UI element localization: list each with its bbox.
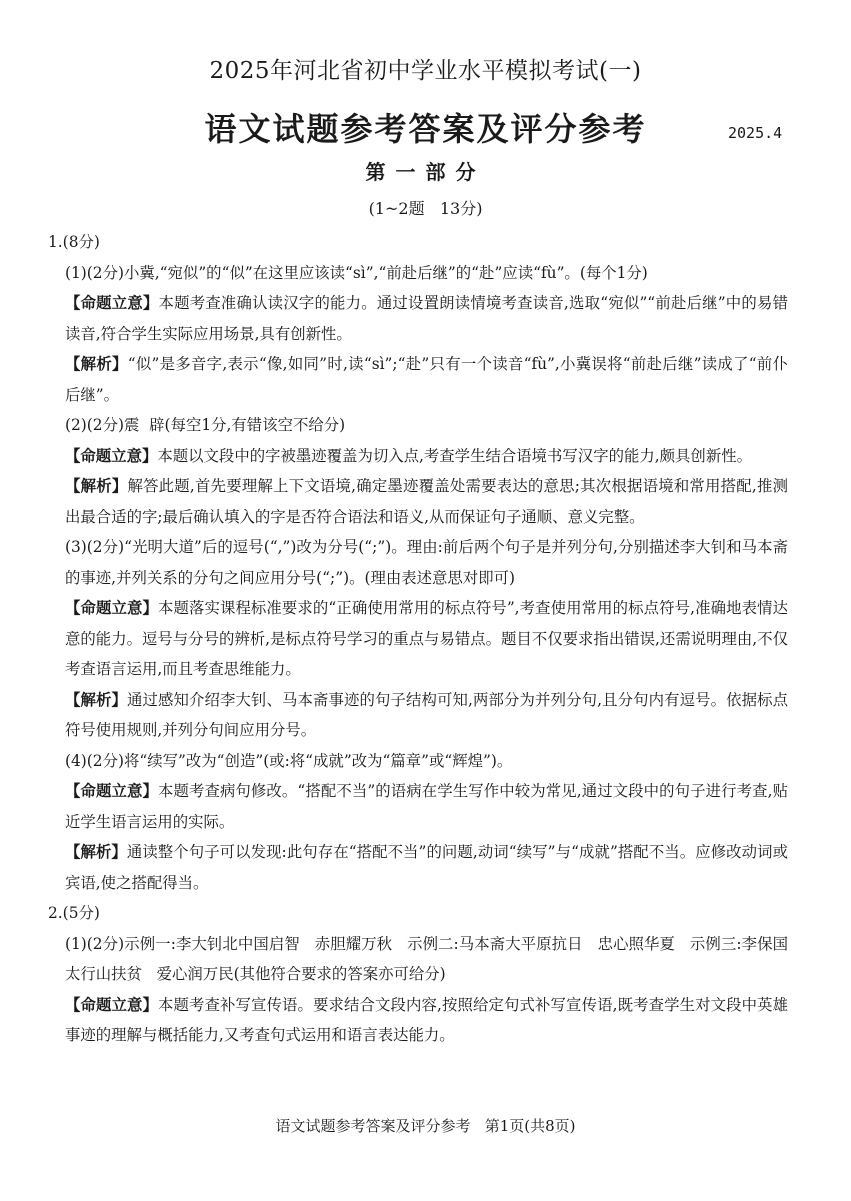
q1-sub4-answer: (4)(2分)将“续写”改为“创造”(或:将“成就”改为“篇章”或“辉煌”)。 — [65, 751, 513, 770]
q2-sub1-intent — [48, 990, 788, 1051]
q1-sub3-intent — [48, 593, 788, 685]
part-question-range: (1~2题 13分) — [368, 199, 483, 218]
exam-title: 2025年河北省初中学业水平模拟考试(一) — [209, 58, 642, 84]
q1-sub3-answer: (3)(2分)“光明大道”后的逗号(“,”)改为分号(“;”)。理由:前后两个句子是并列分句,分别描述李大钊和马本斋的事迹,并列关系的分句之间应用分号(“;”)。(理由表述意思对即可) — [65, 538, 788, 587]
q1-sub2-analysis — [48, 471, 788, 532]
question-1-label: 1.(8分) — [48, 233, 100, 251]
intent-text: 本题考查准确认读汉字的能力。通过设置朗读情境考查读音,选取“宛似”“前赴后继”中的易错读音,符合学生实际应用场景,具有创新性。 — [65, 294, 788, 343]
intent-text: 本题以文段中的字被墨迹覆盖为切入点,考查学生结合语境书写汉字的能力,颇具创新性。 — [157, 446, 752, 465]
page-title: 语文试题参考答案及评分参考 — [204, 110, 647, 148]
q1-sub3-analysis — [48, 685, 788, 746]
analysis-text: 解答此题,首先要理解上下文语境,确定墨迹覆盖处需要表达的意思;其次根据语境和常用搭配,推测出最合适的字;最后确认填入的字是否符合语法和语义,从而保证句子通顺、意义完整。 — [65, 477, 788, 526]
analysis-text: 通过感知介绍李大钊、马本斋事迹的句子结构可知,两部分为并列分句,且分句内有逗号。依据标点符号使用规则,并列分句间应用分号。 — [65, 690, 788, 739]
analysis-text: “似”是多音字,表示“像,如同”时,读“sì”;“赴”只有一个读音“fù”,小冀误将“前赴后继”读成了“前仆后继”。 — [65, 355, 788, 404]
intent-tag: 【命题立意】 — [65, 599, 158, 617]
issue-date: 2025.4 — [728, 124, 783, 142]
intent-tag: 【命题立意】 — [65, 446, 158, 465]
q1-sub1-intent — [48, 288, 788, 349]
analysis-text: 通读整个句子可以发现:此句存在“搭配不当”的问题,动词“续写”与“成就”搭配不当。应修改动词或宾语,使之搭配得当。 — [65, 843, 788, 892]
analysis-tag: 【解析】 — [65, 355, 128, 373]
intent-text: 本题考查补写宣传语。要求结合文段内容,按照给定句式补写宣传语,既考查学生对文段中英雄事迹的理解与概括能力,又考查句式运用和语言表达能力。 — [65, 995, 788, 1044]
intent-tag: 【命题立意】 — [65, 294, 159, 312]
analysis-tag: 【解析】 — [65, 843, 127, 861]
intent-text: 本题落实课程标准要求的“正确使用常用的标点符号”,考查使用常用的标点符号,准确地表情达意的能力。逗号与分号的辨析,是标点符号学习的重点与易错点。题目不仅要求指出错误,还需说明理由,不仅考查语言运用,而且考查思维能力。 — [65, 599, 788, 678]
q1-sub1-answer: (1)(2分)小冀,“宛似”的“似”在这里应该读“sì”,“前赴后继”的“赴”应读“fù”。(每个1分) — [65, 263, 648, 282]
q1-sub4-analysis — [48, 837, 788, 898]
q1-sub2-answer: (2)(2分)震 辟(每空1分,有错该空不给分) — [65, 416, 346, 434]
q1-sub2-intent — [48, 441, 788, 472]
analysis-tag: 【解析】 — [65, 477, 128, 495]
q2-sub1-answer: (1)(2分)示例一:李大钊北中国启智 赤胆耀万秋 示例二:马本斋大平原抗日 忠心照华夏 示例三:李保国太行山扶贫 爱心润万民(其他符合要求的答案亦可给分) — [65, 934, 788, 983]
page-footer: 语文试题参考答案及评分参考 第1页(共8页) — [275, 1117, 576, 1135]
intent-tag: 【命题立意】 — [65, 782, 158, 800]
part-title: 第一部分 — [365, 160, 486, 184]
intent-tag: 【命题立意】 — [65, 995, 159, 1014]
intent-text: 本题考查病句修改。“搭配不当”的语病在学生写作中较为常见,通过文段中的句子进行考查,贴近学生语言运用的实际。 — [65, 782, 788, 831]
analysis-tag: 【解析】 — [65, 690, 128, 709]
question-2-label: 2.(5分) — [48, 904, 100, 922]
q1-sub1-analysis — [48, 349, 788, 410]
q1-sub4-intent — [48, 776, 788, 837]
answer-content — [48, 227, 788, 1051]
